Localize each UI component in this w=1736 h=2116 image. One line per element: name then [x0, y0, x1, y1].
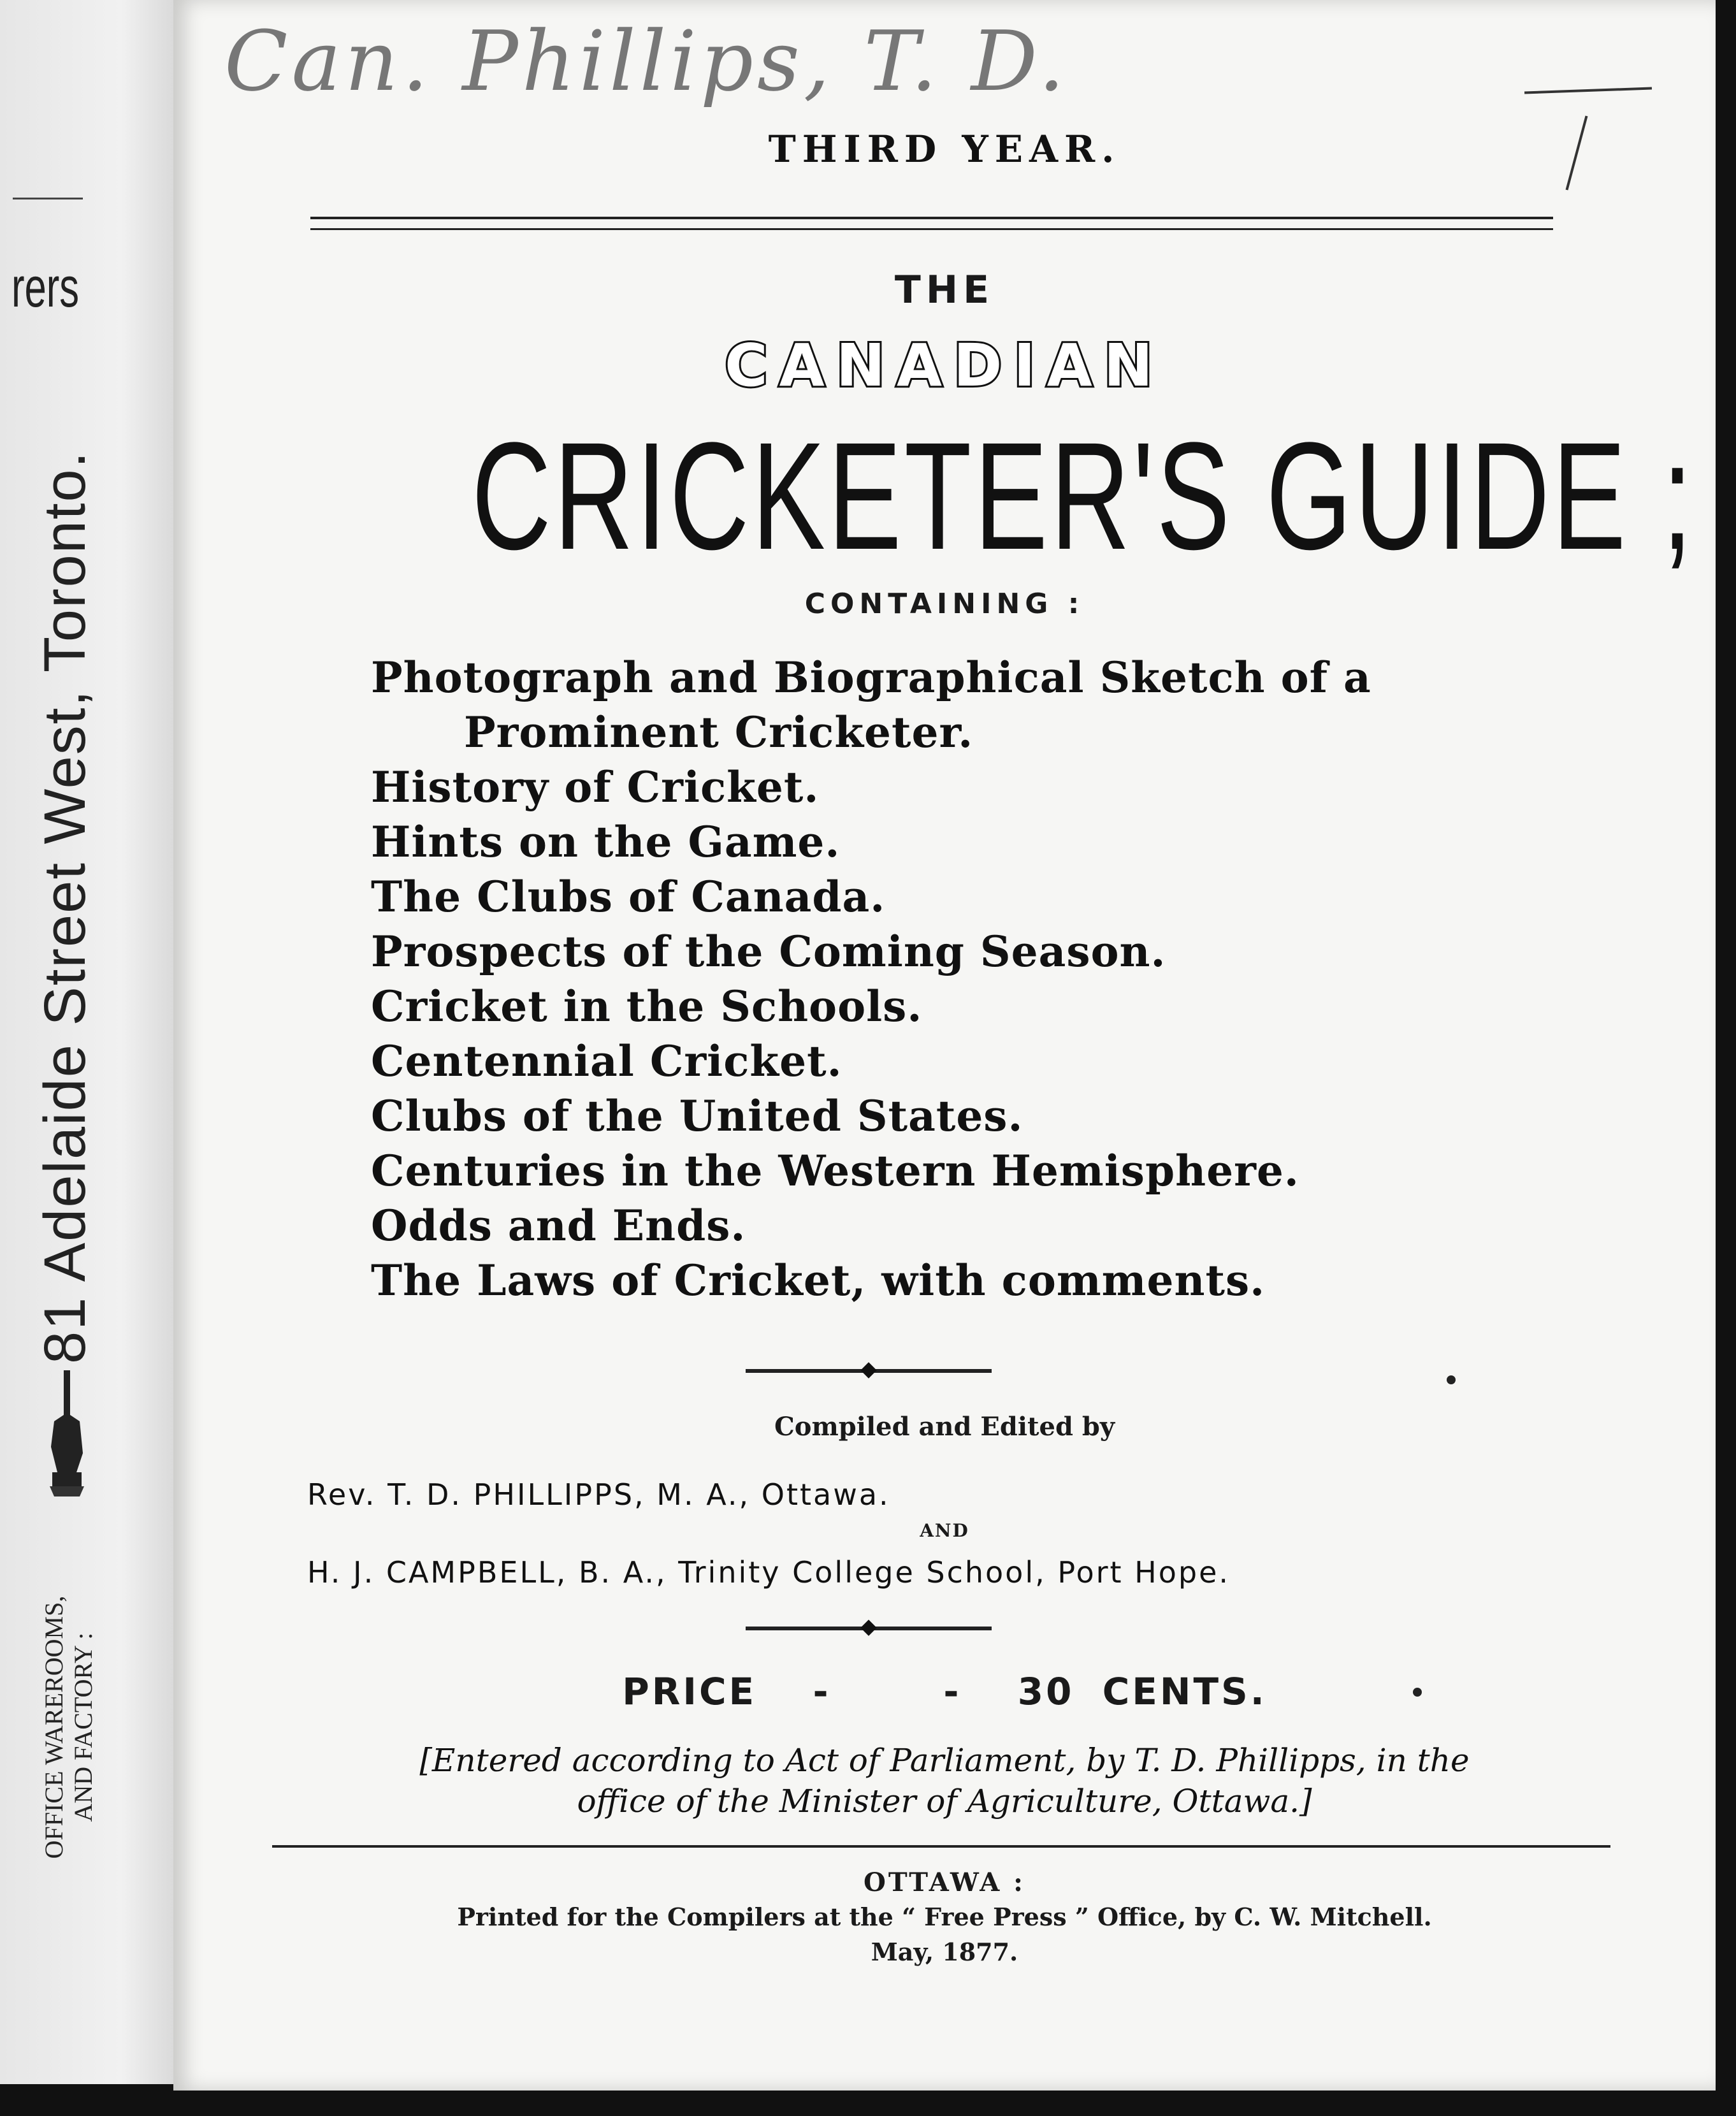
imprint-date: May, 1877.	[871, 1938, 1018, 1966]
list-item: Clubs of the United States.	[371, 1091, 1024, 1141]
list-item: Cricket in the Schools.	[371, 982, 923, 1031]
title-cricketers-guide: CRICKETER'S GUIDE ;	[471, 410, 1696, 581]
price-line: PRICE - - 30 CENTS.	[622, 1670, 1267, 1713]
list-item: Hints on the Game.	[371, 817, 841, 867]
corner-mark-rule	[1524, 87, 1652, 94]
ink-speck	[1413, 1688, 1422, 1697]
compiled-label: Compiled and Edited by	[774, 1412, 1115, 1442]
ink-speck	[1447, 1375, 1456, 1384]
title-page	[173, 0, 1716, 2091]
list-item: Centuries in the Western Hemisphere.	[371, 1146, 1299, 1196]
copyright-line-1: [Entered according to Act of Parliament, by T. D. Phillipps, in the	[419, 1742, 1470, 1779]
strip-office-line1: OFFICE WAREROOMS,	[40, 1595, 68, 1859]
copyright-line-2: office of the Minister of Agriculture, Ottawa.]	[577, 1783, 1312, 1820]
double-rule	[310, 217, 1553, 230]
editor-2: H. J. CAMPBELL, B. A., Trinity College School, Port Hope.	[307, 1555, 1231, 1590]
list-item: Photograph and Biographical Sketch of a	[371, 653, 1371, 702]
list-item: Prominent Cricketer.	[464, 707, 974, 757]
list-item: Odds and Ends.	[371, 1201, 746, 1250]
horizontal-rule	[272, 1845, 1610, 1848]
list-item: The Clubs of Canada.	[371, 872, 886, 922]
strip-fragment-text: rers	[11, 256, 80, 319]
imprint-printer: Printed for the Compilers at the “ Free Press ” Office, by C. W. Mitchell.	[457, 1902, 1432, 1931]
copyright-notice	[269, 1740, 1620, 1822]
containing-label: CONTAINING :	[804, 588, 1085, 620]
editor-1: Rev. T. D. PHILLIPPS, M. A., Ottawa.	[307, 1477, 890, 1512]
imprint-city: OTTAWA :	[864, 1867, 1025, 1897]
edition-label: THIRD YEAR.	[768, 127, 1121, 171]
strip-address: 81 Adelaide Street West, Toronto.	[33, 450, 98, 1364]
adjacent-page-strip	[0, 0, 173, 2084]
title-the: THE	[894, 268, 995, 312]
title-canadian: CANADIAN	[725, 331, 1164, 400]
list-item: History of Cricket.	[371, 762, 820, 812]
strip-office-label	[40, 1536, 98, 1918]
ornamental-rule	[746, 1627, 992, 1630]
ornamental-rule	[746, 1369, 992, 1373]
pointing-hand-icon	[45, 1370, 89, 1498]
list-item: Prospects of the Coming Season.	[371, 927, 1166, 976]
contents-list	[371, 650, 1582, 1308]
strip-office-line2: AND FACTORY :	[69, 1632, 98, 1822]
list-item: Centennial Cricket.	[371, 1036, 843, 1086]
and-label: AND	[920, 1520, 969, 1541]
list-item: The Laws of Cricket, with comments.	[371, 1256, 1266, 1305]
handwritten-catalog-note: Can. Phillips, T. D.	[224, 13, 1069, 110]
